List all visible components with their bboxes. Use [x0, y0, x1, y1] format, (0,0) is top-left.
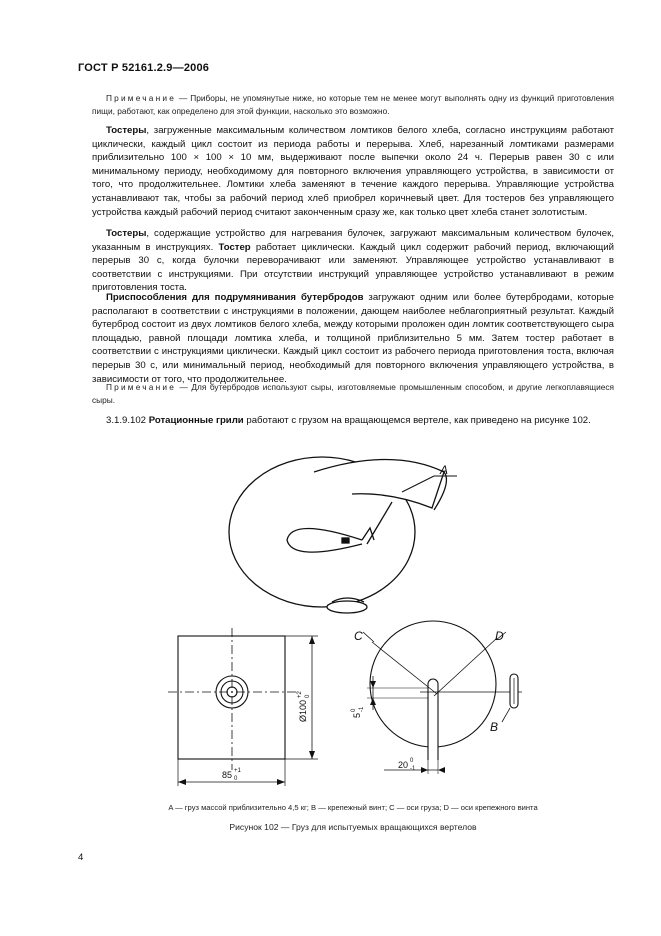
dimension-value: 85 — [222, 770, 233, 780]
paragraph-tosters-buns — [92, 227, 614, 295]
term-toster: Тостер — [218, 241, 251, 253]
figure-102 — [92, 452, 614, 797]
dimension-tolerance: -1 — [359, 706, 365, 712]
leader-b — [502, 708, 510, 722]
paragraph-grill — [92, 414, 614, 428]
leader-c — [363, 632, 374, 642]
dimension-value: Ø100 — [298, 699, 308, 722]
paragraph-text: работают с грузом на вращающемся вертеле, как приведено на рисунке 102. — [243, 415, 591, 426]
document-header: ГОСТ Р 52161.2.9—2006 — [78, 62, 210, 74]
screw-head — [342, 538, 349, 543]
dimension-tolerance: +1 — [234, 768, 241, 774]
side-view — [363, 621, 522, 774]
note-label: Примечание — [106, 382, 177, 392]
dimension-depth — [398, 758, 416, 772]
label-d: D — [495, 629, 504, 643]
front-view — [168, 628, 318, 786]
paragraph-sandwich — [92, 291, 614, 386]
isometric-view — [229, 457, 457, 613]
figure-caption: Рисунок 102 — Груз для испытуемых вращающихся вертелов — [229, 822, 477, 832]
note-2 — [92, 381, 614, 406]
dimension-tolerance: -1 — [410, 766, 416, 772]
note-text: — Приборы, не упомянутые ниже, но которые тем не менее могут выполнять одну из функций приготовления пищи, работают, как определено для этой функции, насколько это возможно. — [92, 93, 614, 116]
figure-legend: A — груз массой приблизительно 4,5 кг; B — крепежный винт; C — оси груза; D — оси крепежного винта — [168, 803, 538, 812]
page-number: 4 — [78, 852, 84, 863]
dimension-tolerance: +2 — [297, 691, 303, 698]
note-text: — Для бутербродов используют сыры, изготовляемые промышленным способом, и другие легкоплавящиеся сыры. — [92, 382, 614, 405]
paragraph-tosters — [92, 124, 614, 219]
term-rotary-grills: Ротационные грили — [148, 415, 244, 426]
clause-number: 3.1.9.102 — [106, 415, 149, 426]
term-tosters: Тостеры — [106, 228, 147, 239]
dimension-width — [222, 768, 242, 782]
dimension-value: 20 — [398, 760, 409, 770]
paragraph-text: работает циклически. Каждый цикл содержит рабочий период, включающий перерыв 30 с, когда булочки переворачивают или заменяют. Управляющее устройство устанавливают в соответствии с инструкциями. При отсутствии инструкций управляющее устройство устанавливают в режим приготовления тоста. — [92, 241, 615, 294]
note-1 — [92, 92, 614, 117]
paragraph-text: , содержащие устройство для нагревания булочек, загружают максимальным количеством булочек, указанным в инструкциях. — [92, 228, 614, 253]
dimension-value: 5 — [352, 712, 362, 718]
term-tosters: Тостеры — [106, 125, 147, 136]
paragraph-text: , загруженные максимальным количеством ломтиков белого хлеба, согласно инструкциям работают циклически, каждый цикл состоит из периода работы и перерыва. Хлеб, нарезанный ломтиками размерами приблизительно 100 × 100 × 10 мм, выдерживают после выпечки около 24 ч. Перерыв равен 30 с или минимальному периоду, необходимому для повторного включения управляющего устройства, в зависимости от того, что продолжительнее. Ломтики хлеба заменяют в течение каждого перерыва. Управляющие устройства устанавливают так, чтобы за рабочий период хлеб приобрел коричневый цвет. Для тостеров без управляющего устройства каждый рабочий период считают законченным сразу же, как только цвет хлеба станет золотистым. — [92, 125, 614, 218]
dimension-tolerance: 0 — [351, 708, 357, 712]
paragraph-text: загружают одним или более бутербродами, которые располагают в соответствии с инструкциями в положении, дающем наиболее неблагоприятный результат. Каждый бутерброд состоит из двух ломтиков белого хлеба, между которыми проложен один ломтик соответствующего сыра площадью, равной площади ломтика хлеба, и толщиной приблизительно 5 мм. Затем тостер работает в соответствии с инструкциями циклически. Каждый цикл состоит из рабочего периода приготовления тоста, включая перерыв 30 с, или минимальный период, необходимый для повторного включения управляющего устройства, в зависимости от того, что продолжительнее. — [92, 292, 614, 385]
fixing-nut — [327, 601, 367, 613]
dimension-tolerance: 0 — [410, 758, 414, 764]
dimension-diameter — [297, 690, 311, 722]
note-label: Примечание — [106, 93, 177, 103]
dimension-tolerance: 0 — [234, 776, 238, 782]
dimension-tolerance: 0 — [305, 694, 311, 698]
label-b: B — [490, 720, 499, 734]
term-sandwich-toaster: Приспособления для подрумянивания бутербродов — [106, 292, 364, 303]
label-c: C — [354, 629, 363, 643]
label-a: A — [440, 463, 449, 477]
dimension-slot — [351, 706, 365, 718]
